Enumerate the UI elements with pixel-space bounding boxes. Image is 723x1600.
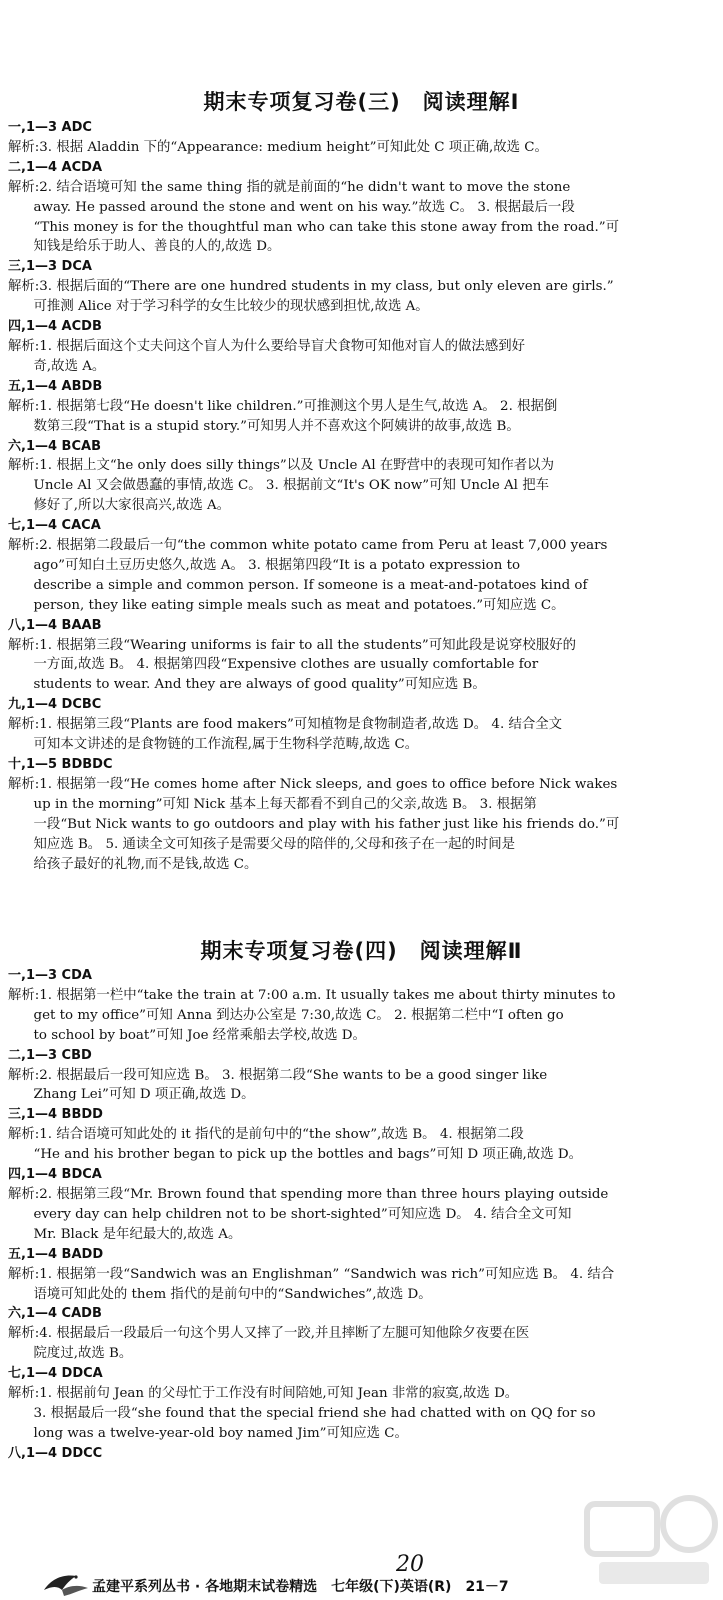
explanation-line: 给孩子最好的礼物,而不是钱,故选 C。 [8,856,258,872]
section-title-review-3: 期末专项复习卷(三) 阅读理解Ⅰ [203,90,520,114]
explanation-line: 可推测 Alice 对于学习科学的女生比较少的现状感到担忧,故选 A。 [8,299,429,315]
explanation-line: 解析:4. 根据最后一段最后一句这个男人又摔了一跤,并且摔断了左腿可知他除夕夜要在医 [8,1326,530,1342]
explanation-line: 解析:1. 根据前句 Jean 的父母忙于工作没有时间陪她,可知 Jean 非常的寂寞,故选 D。 [8,1386,519,1402]
answer-line: 一,1—3 ADC [8,120,92,135]
watermark-logo-icon [579,1484,719,1594]
explanation-line: 知应选 B。 5. 通读全文可知孩子是需要父母的陪伴的,父母和孩子在一起的时间是 [8,836,516,852]
explanation-line: away. He passed around the stone and went on his way.”故选 C。 3. 根据最后一段 [8,199,575,215]
explanation-line: long was a twelve-year-old boy named Jim”可知应选 C。 [8,1425,408,1441]
explanation-line: Uncle Al 又会做愚蠢的事情,故选 C。 3. 根据前文“It's OK now”可知 Uncle Al 把车 [8,478,549,494]
explanation-line: 解析:3. 根据 Aladdin 下的“Appearance: medium height”可知此处 C 项正确,故选 C。 [8,139,548,155]
explanation-line: 解析:1. 根据第三段“Wearing uniforms is fair to all the students”可知此段是说穿校服好的 [8,637,576,653]
answer-line: 六,1—4 CADB [8,1306,102,1322]
answer-line: 七,1—4 DDCA [8,1366,103,1382]
bird-logo-icon [42,1568,90,1598]
explanation-line: 语境可知此处的 them 指代的是前句中的“Sandwiches”,故选 D。 [8,1286,432,1302]
handwritten-page-number: 20 [396,1552,424,1577]
answer-line: 三,1—3 DCA [8,259,92,275]
explanation-line: 解析:2. 结合语境可知 the same thing 指的就是前面的“he didn't want to move the stone [8,179,571,195]
explanation-line: person, they like eating simple meals such as meat and potatoes.”可知应选 C。 [8,597,565,613]
answer-line: 二,1—3 CBD [8,1047,92,1063]
answer-line: 四,1—4 ACDB [8,319,102,335]
explanation-line: describe a simple and common person. If someone is a meat-and-potatoes kind of [8,577,588,593]
explanation-line: 数第三段“That is a stupid story.”可知男人并不喜欢这个阿姨讲的故事,故选 B。 [8,418,520,434]
explanation-line: 解析:1. 根据后面这个丈夫问这个盲人为什么要给导盲犬食物可知他对盲人的做法感到好 [8,338,525,354]
answer-line: 二,1—4 ACDA [8,159,103,175]
explanation-line: to school by boat”可知 Joe 经常乘船去学校,故选 D。 [8,1027,366,1043]
explanation-line: 一段“But Nick wants to go outdoors and play with his father just like his friends do.”可 [8,816,620,832]
explanation-line: students to wear. And they are always of good quality”可知应选 B。 [8,677,486,693]
explanation-line: 解析:1. 根据第七段“He doesn't like children.”可推测这个男人是生气,故选 A。 2. 根据倒 [8,398,558,414]
answer-line: 五,1—4 BADD [8,1246,104,1262]
explanation-line: 解析:1. 根据上文“he only does silly things”以及 Uncle Al 在野营中的表现可知作者以为 [8,458,554,474]
explanation-line: 解析:1. 根据第一栏中“take the train at 7:00 a.m. It usually takes me about thirty minutes to [8,987,616,1003]
section-title-review-4: 期末专项复习卷(四) 阅读理解Ⅱ [200,939,523,963]
explanation-line: “He and his brother began to pick up the bottles and bags”可知 D 项正确,故选 D。 [8,1147,582,1163]
explanation-line: 解析:2. 根据第二段最后一句“the common white potato came from Peru at least 7,000 years [8,538,608,554]
answer-line: 八,1—4 BAAB [8,617,102,633]
explanation-line: Mr. Black 是年纪最大的,故选 A。 [8,1226,242,1242]
explanation-line: get to my office”可知 Anna 到达办公室是 7:30,故选 C。 2. 根据第二栏中“I often go [8,1007,564,1023]
explanation-line: every day can help children not to be short-sighted”可知应选 D。 4. 结合全文可知 [8,1206,572,1222]
explanation-line: 一方面,故选 B。 4. 根据第四段“Expensive clothes are usually comfortable for [8,657,539,673]
explanation-line: 知钱是给乐于助人、善良的人的,故选 D。 [8,239,281,255]
answer-line: 四,1—4 BDCA [8,1167,102,1183]
explanation-line: 奇,故选 A。 [8,358,106,374]
explanation-line: 解析:2. 根据第三段“Mr. Brown found that spending more than three hours playing outside [8,1186,609,1202]
answer-line: 六,1—4 BCAB [8,438,101,454]
answer-line: 八,1—4 DDCC [8,1445,103,1461]
section-review-3-answers [0,118,705,874]
section-review-4-answers [0,966,705,1464]
explanation-line: 院度过,故选 B。 [8,1346,133,1362]
explanation-line: ago”可知白土豆历史悠久,故选 A。 3. 根据第四段“It is a potato expression to [8,557,521,573]
explanation-line: 3. 根据最后一段“she found that the special friend she had chatted with on QQ for so [8,1405,596,1421]
explanation-line: up in the morning”可知 Nick 基本上每天都看不到自己的父亲,故选 B。 3. 根据第 [8,796,537,812]
explanation-line: 解析:1. 根据第一段“Sandwich was an Englishman” “Sandwich was rich”可知应选 B。 4. 结合 [8,1266,615,1282]
footer-series-text: 孟建平系列丛书 · 各地期末试卷精选 七年级(下)英语(R) 21－7 [92,1579,509,1595]
answer-line: 三,1—4 BBDD [8,1107,103,1123]
explanation-line: 解析:1. 结合语境可知此处的 it 指代的是前句中的“the show”,故选 B。 4. 根据第二段 [8,1127,524,1143]
explanation-line: 解析:1. 根据第一段“He comes home after Nick sleeps, and goes to office before Nick wakes [8,776,618,792]
explanation-line: 修好了,所以大家很高兴,故选 A。 [8,498,231,514]
answer-line: 一,1—3 CDA [8,968,92,983]
answer-line: 十,1—5 BDBDC [8,757,113,772]
explanation-line: 解析:3. 根据后面的“There are one hundred students in my class, but only eleven are girls.” [8,279,614,295]
answer-line: 七,1—4 CACA [8,518,101,534]
answer-line: 九,1—4 DCBC [8,697,102,713]
explanation-line: “This money is for the thoughtful man who can take this stone away from the road.”可 [8,219,619,235]
explanation-line: 解析:1. 根据第三段“Plants are food makers”可知植物是食物制造者,故选 D。 4. 结合全文 [8,717,563,733]
explanation-line: Zhang Lei”可知 D 项正确,故选 D。 [8,1087,255,1103]
answer-line: 五,1—4 ABDB [8,378,103,394]
explanation-line: 可知本文讲述的是食物链的工作流程,属于生物科学范畴,故选 C。 [8,737,419,753]
explanation-line: 解析:2. 根据最后一段可知应选 B。 3. 根据第二段“She wants to be a good singer like [8,1067,548,1083]
